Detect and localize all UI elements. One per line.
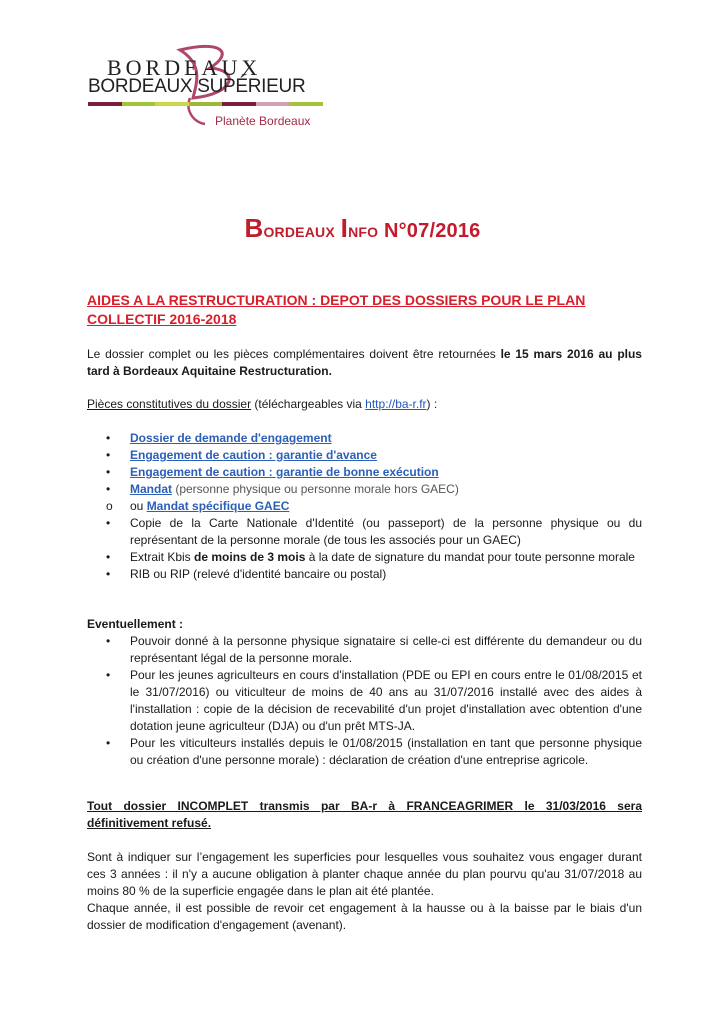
logo-line-planete: Planète Bordeaux [215,114,311,128]
list-item [87,566,642,583]
incomplete-warning [87,798,642,832]
list-item [87,447,642,464]
closing-paragraph [87,849,642,934]
title-word: ordeaux [263,220,341,242]
logo-line-bordeaux: BORDEAUX [107,55,262,80]
item-text: Extrait Kbis [130,550,195,564]
bullet-icon: • [106,431,111,445]
bullet-icon: • [106,634,111,648]
eventuellement-label [87,616,642,633]
logo-color-bar [88,102,323,106]
logo-bar-segment [222,102,256,106]
pieces-paragraph [87,396,642,413]
pieces-suffix: (téléchargeables via [251,397,366,411]
item-text: à la date de signature du mandat pour toute personne morale [305,550,635,564]
doc-link-mandat[interactable]: Mandat [130,482,172,496]
doc-link-mandat-gaec[interactable]: Mandat spécifique GAEC [146,499,290,513]
warning-text: Tout dossier INCOMPLET transmis par BA-r à FRANCEAGRIMER le 31/03/2016 sera définitivement refusé. [87,799,642,830]
ba-r-link[interactable]: http://ba-r.fr [365,397,427,411]
closing-text-1: Sont à indiquer sur l’engagement les superficies pour lesquelles vous souhaitez vous engager durant ces 3 années : il n'y a aucune obligation à planter chaque année du plan pourvu qu'au 31/07/2018 au moins 80 % de la superficie engagée dans le plan ait été plantée. [87,850,642,898]
eventuellement-title: Eventuellement : [87,617,184,631]
title-cap: B [244,213,264,243]
title-cap: I [340,213,349,243]
bullet-icon: • [106,567,111,581]
logo-bar-segment [256,102,290,106]
item-text: Pouvoir donné à la personne physique signataire si celle-ci est différente du demandeur ou du représentant légal de la personne morale. [130,634,642,665]
bullet-icon: • [106,668,111,682]
logo-line-bordeaux-superieur: BORDEAUX SUPÉRIEUR [88,76,306,97]
bullet-icon: • [106,516,111,530]
list-item [87,481,642,498]
intro-paragraph [87,346,642,380]
item-prefix: ou [130,499,147,513]
list-item [87,633,642,667]
item-text: Pour les viticulteurs installés depuis le 01/08/2015 (installation en tant que personne physique ou création d'une personne morale) : déclaration de création d'une entreprise agricole. [130,736,642,767]
item-text: Pour les jeunes agriculteurs en cours d'installation (PDE ou EPI en cours entre le 01/08/2015 et le 31/07/2016) ou viticulteur de moins de 40 ans au 31/07/2016 installé avec des aides à l'installation : copie de la décision de recevabilité d'un projet d'installation avec obtention d'une dotation jeune agriculteur (DJA) ou d'un prêt MTS-JA. [130,668,642,733]
intro-deadline: le 15 mars 2016 au plus tard à Bordeaux Aquitaine Restructuration. [87,347,642,378]
section-heading: AIDES A LA RESTRUCTURATION : DEPOT DES DOSSIERS POUR LE PLAN COLLECTIF 2016-2018 [87,292,586,327]
list-item [87,549,642,566]
list-item [87,498,642,515]
bullet-icon: • [106,482,111,496]
pieces-label: Pièces constitutives du dossier [87,397,252,411]
item-bold: de moins de 3 mois [194,550,306,564]
mandat-description: (personne physique ou personne morale hors GAEC) [172,482,459,496]
optional-documents-list [87,633,642,769]
pieces-end: ) : [426,397,438,411]
page-title [0,213,725,244]
list-item [87,430,642,447]
list-item [87,667,642,735]
doc-link-demande-engagement[interactable]: Dossier de demande d'engagement [130,431,332,445]
logo-bar-segment [122,102,156,106]
documents-list [87,430,642,583]
item-text: Copie de la Carte Nationale d'Identité (ou passeport) de la personne physique ou du représentant de la personne morale (de tous les associés pour un GAEC) [130,516,642,547]
bullet-icon: • [106,736,111,750]
bullet-icon: • [106,448,111,462]
list-item [87,464,642,481]
item-text: RIB ou RIP (relevé d'identité bancaire ou postal) [130,567,387,581]
list-item [87,735,642,769]
closing-text-2: Chaque année, il est possible de revoir cet engagement à la hausse ou à la baisse par le biais d'un dossier de modification d'engagement (avenant). [87,901,642,932]
logo-bar-segment [155,102,189,106]
logo-bar-segment [88,102,122,106]
list-item [87,515,642,549]
title-word: nfo N°07/2016 [348,220,481,242]
open-bullet-icon: o [106,499,113,513]
bullet-icon: • [106,550,111,564]
logo-bar-segment [289,102,323,106]
bullet-icon: • [106,465,111,479]
logo-bar-segment [189,102,223,106]
doc-link-garantie-avance[interactable]: Engagement de caution : garantie d'avance [130,448,377,462]
doc-link-garantie-bonne-execution[interactable]: Engagement de caution : garantie de bonne exécution [130,465,439,479]
intro-text: Le dossier complet ou les pièces complémentaires doivent être retournées [87,347,501,361]
bordeaux-logo [85,42,325,132]
